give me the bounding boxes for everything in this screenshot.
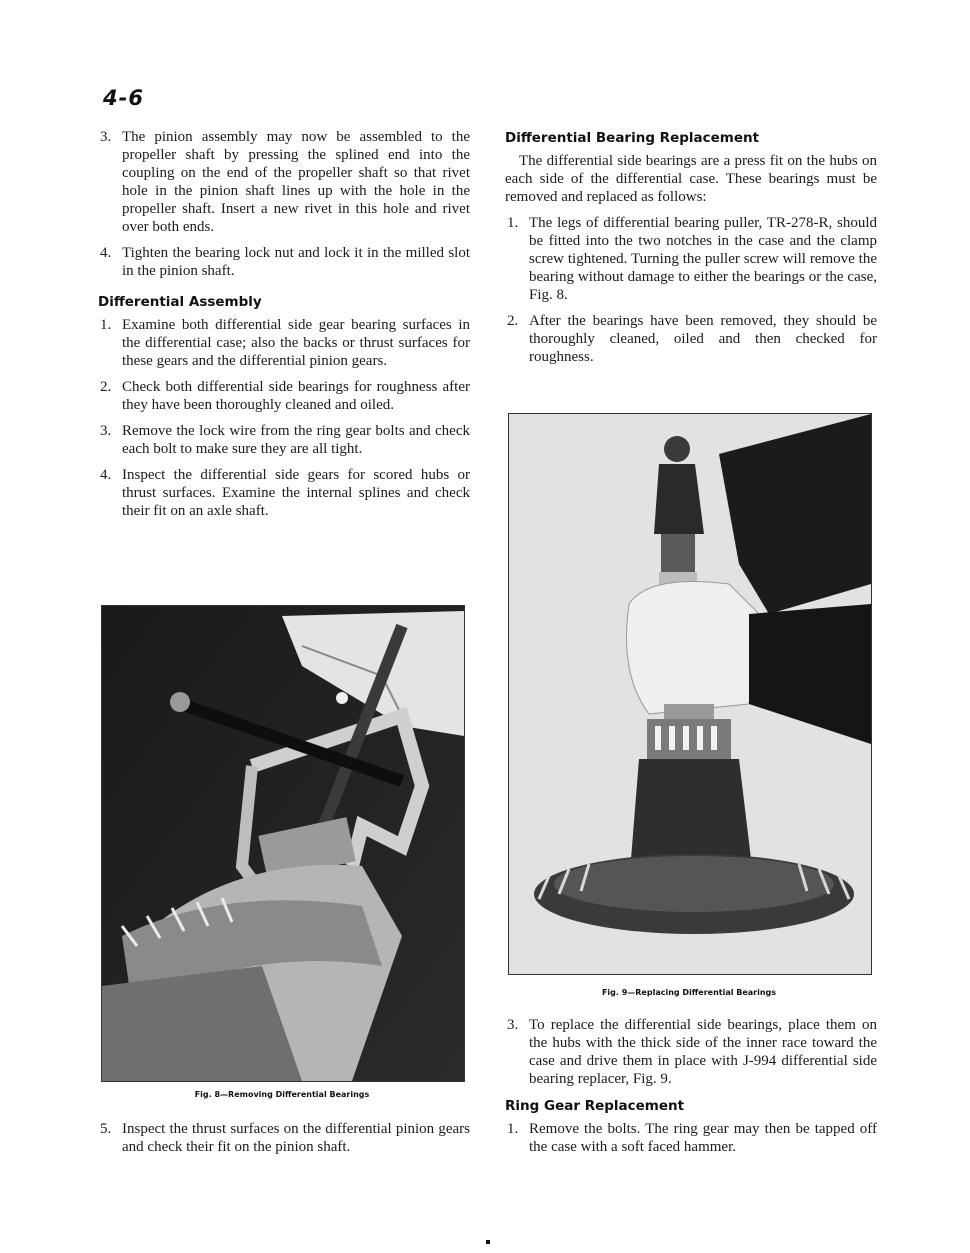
item-number: 2. bbox=[507, 313, 519, 329]
right-column bbox=[505, 130, 877, 374]
list-item bbox=[505, 1120, 877, 1156]
item-text: Tighten the bearing lock nut and lock it in the milled slot in the pinion shaft. bbox=[122, 245, 470, 279]
item-text: Check both differential side bearings for roughness after they have been thoroughly cleaned and oiled. bbox=[122, 379, 470, 413]
section-heading-bearing-replacement: Differential Bearing Replacement bbox=[505, 130, 760, 146]
left-column bbox=[98, 128, 470, 528]
page-number: 4-6 bbox=[103, 86, 144, 110]
list-item bbox=[98, 128, 470, 236]
section-heading-differential-assembly: Differential Assembly bbox=[98, 294, 262, 310]
list-item bbox=[98, 422, 470, 458]
item-text: The pinion assembly may now be assembled to the propeller shaft by pressing the splined end into the coupling on the end of the propeller shaft so that rivet hole in the pinion shaft lines up with the hole in the propeller shaft. Insert a new rivet in this hole and rivet over both ends. bbox=[122, 129, 470, 235]
item-number: 3. bbox=[100, 129, 112, 145]
list-item bbox=[98, 378, 470, 414]
figure-9-caption: Fig. 9—Replacing Differential Bearings bbox=[601, 988, 777, 997]
item-number: 4. bbox=[100, 467, 112, 483]
list-item bbox=[505, 214, 877, 304]
item-text: Examine both differential side gear bearing surfaces in the differential case; also the backs or thrust surfaces for these gears and the differential pinion gears. bbox=[122, 317, 470, 369]
item-text: After the bearings have been removed, they should be thoroughly cleaned, oiled and then checked for roughness. bbox=[529, 313, 877, 365]
item-text: Remove the bolts. The ring gear may then be tapped off the case with a soft faced hammer. bbox=[529, 1121, 877, 1155]
item-text: Inspect the differential side gears for scored hubs or thrust surfaces. Examine the internal splines and check their fit on an axle shaft. bbox=[122, 467, 470, 519]
item-number: 3. bbox=[507, 1017, 519, 1033]
list-item bbox=[98, 1120, 470, 1156]
item-number: 5. bbox=[100, 1121, 112, 1137]
figure-8-photo bbox=[101, 605, 465, 1082]
list-item bbox=[505, 1016, 877, 1088]
item-text: To replace the differential side bearings, place them on the hubs with the thick side of the inner race toward the case and drive them in place with J-994 differential side bearing replacer, Fig. 9. bbox=[529, 1017, 877, 1087]
list-item bbox=[98, 466, 470, 520]
figure-9-photo bbox=[508, 413, 872, 975]
item-text: The legs of differential bearing puller, TR-278-R, should be fitted into the two notches in the case and the clamp screw tightened. Turning the puller screw will remove the bearing without damage to either the bearings or the case, Fig. 8. bbox=[529, 215, 877, 303]
list-item bbox=[505, 312, 877, 366]
right-lower-text bbox=[505, 1016, 877, 1164]
item-number: 1. bbox=[507, 215, 519, 231]
list-item bbox=[98, 316, 470, 370]
item-number: 2. bbox=[100, 379, 112, 395]
left-lower-text bbox=[98, 1120, 470, 1164]
section-heading-ring-gear: Ring Gear Replacement bbox=[505, 1098, 685, 1114]
item-number: 4. bbox=[100, 245, 112, 261]
paragraph: The differential side bearings are a press fit on the hubs on each side of the differential case. These bearings must be removed and replaced as follows: bbox=[505, 153, 877, 205]
item-number: 1. bbox=[507, 1121, 519, 1137]
list-item bbox=[98, 244, 470, 280]
item-number: 3. bbox=[100, 423, 112, 439]
item-text: Remove the lock wire from the ring gear bolts and check each bolt to make sure they are all tight. bbox=[122, 423, 470, 457]
page-mark bbox=[486, 1240, 490, 1244]
item-text: Inspect the thrust surfaces on the differential pinion gears and check their fit on the pinion shaft. bbox=[122, 1121, 470, 1155]
item-number: 1. bbox=[100, 317, 112, 333]
figure-8-caption: Fig. 8—Removing Differential Bearings bbox=[194, 1090, 370, 1099]
